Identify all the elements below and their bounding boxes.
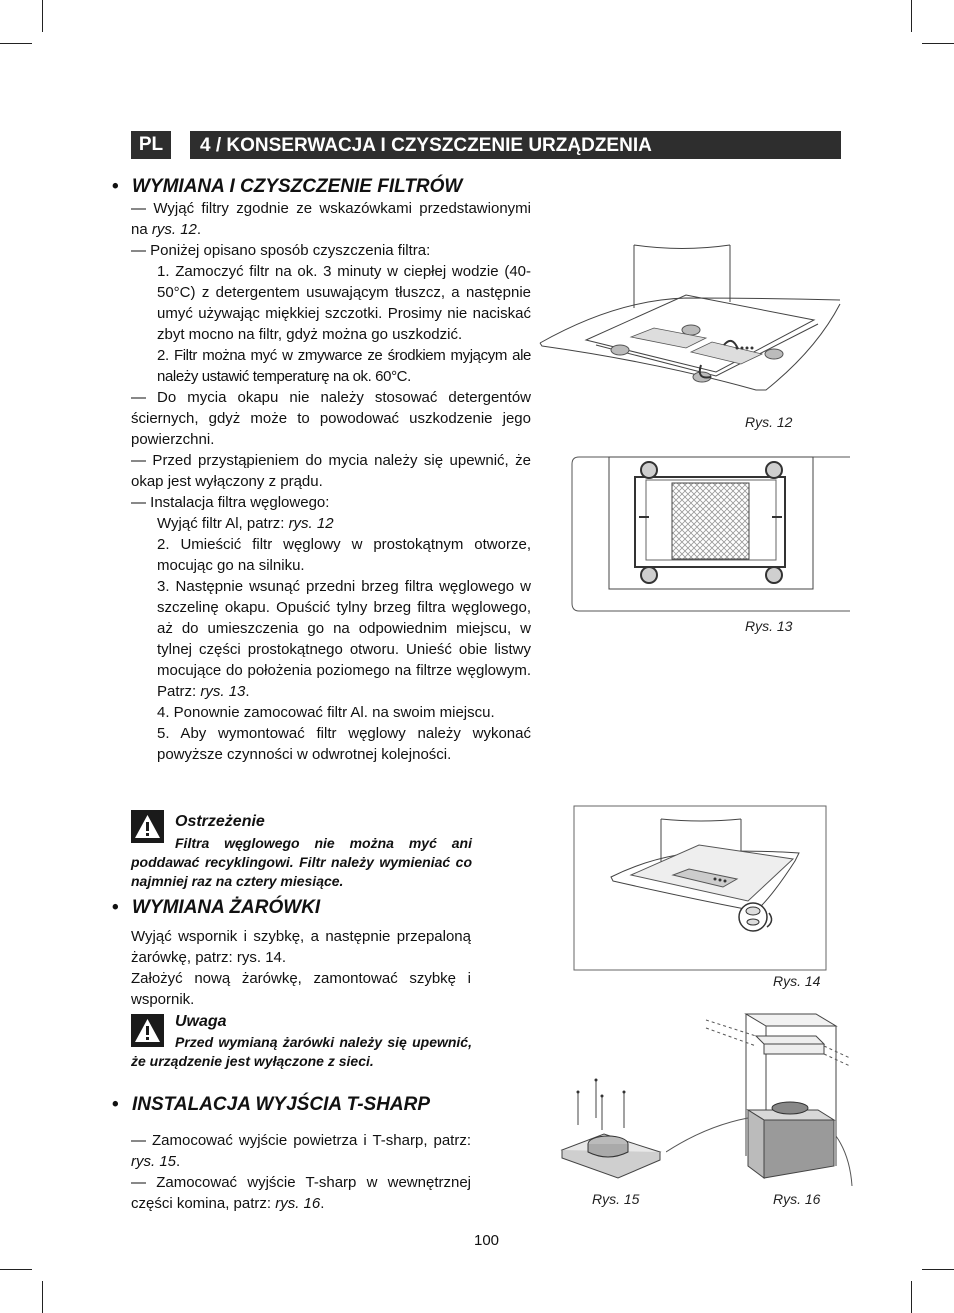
ref-rys12: rys. 12 bbox=[288, 515, 334, 532]
filters-p5: — Instalacja filtra węglowego: bbox=[131, 494, 330, 511]
bulb-text bbox=[131, 926, 471, 1010]
ref-rys12: rys. 12 bbox=[151, 221, 197, 238]
filters-p3: — Do mycia okapu nie należy stosować detergentów ściernych, gdyż może to powodować uszkodzenie jego powierzchni. bbox=[131, 389, 531, 448]
crop-mark bbox=[922, 1269, 954, 1270]
crop-mark bbox=[0, 1269, 32, 1270]
crop-mark bbox=[42, 1281, 43, 1313]
crop-mark bbox=[911, 1281, 912, 1313]
heading-tsharp: • INSTALACJA WYJŚCIA T-SHARP bbox=[112, 1094, 431, 1115]
ref-rys16: rys. 16 bbox=[275, 1195, 321, 1212]
language-badge: PL bbox=[131, 131, 171, 159]
tsharp-text bbox=[131, 1130, 471, 1214]
filters-p1: — Wyjąć filtry zgodnie ze wskazówkami przedstawionymi na bbox=[131, 200, 531, 238]
filters-p4: — Przed przystąpieniem do mycia należy się upewnić, że okap jest wyłączony z prądu. bbox=[131, 452, 531, 490]
bulb-p2: Założyć nową żarówkę, zamontować szybkę i wspornik. bbox=[131, 970, 471, 1008]
punct: . bbox=[320, 1195, 325, 1212]
carbon-step3: 3. Następnie wsunąć przedni brzeg filtra węglowego w szczelinę okapu. Opuścić tylny brzeg filtra węglowego, aż do umieszczenia go na odpowiednim miejscu, w tylnej części prostokątnego otworu. Unieść obie listwy mocujące do położenia poziomego na filtrze węglowym. Patrz: bbox=[157, 578, 531, 700]
warning-text: Filtra węglowego nie można myć ani poddawać recyklingowi. Filtr należy wymieniać co najmniej raz na cztery miesiące. bbox=[131, 835, 472, 889]
tsharp-p1: — Zamocować wyjście powietrza i T-sharp, patrz: bbox=[131, 1132, 471, 1149]
punct: . bbox=[176, 1153, 181, 1170]
carbon-step1: Wyjąć filtr Al, patrz: bbox=[157, 515, 289, 532]
heading-bulb-text: WYMIANA ŻARÓWKI bbox=[132, 897, 321, 918]
filters-step1: 1. Zamoczyć filtr na ok. 3 minuty w ciepłej wodzie (40-50°C) z detergentem usuwającym tłuszcz, a następnie umyć używając miękkiej szczotki. Prosimy nie naciskać zbyt mocno na filtr, gdyż można go uszkodzić. bbox=[157, 263, 531, 343]
heading-filters-text: WYMIANA I CZYSZCZENIE FILTRÓW bbox=[132, 176, 463, 197]
figure-rys12 bbox=[536, 240, 850, 410]
punct: . bbox=[245, 683, 250, 700]
heading-bulb: • WYMIANA ŻARÓWKI bbox=[112, 897, 321, 918]
carbon-step5: 5. Aby wymontować filtr węglowy należy wykonać powyższe czynności w odwrotnej kolejności. bbox=[157, 725, 531, 763]
page-number: 100 bbox=[474, 1232, 500, 1249]
filters-text bbox=[131, 198, 531, 765]
caption-rys16: Rys. 16 bbox=[773, 1191, 821, 1207]
figure-rys16 bbox=[666, 1006, 854, 1186]
carbon-step2: 2. Umieścić filtr węglowy w prostokątnym otworze, mocując go na silniku. bbox=[157, 536, 531, 574]
tsharp-p2: — Zamocować wyjście T-sharp w wewnętrznej części komina, patrz: bbox=[131, 1174, 471, 1212]
caption-rys13: Rys. 13 bbox=[745, 618, 793, 634]
heading-tsharp-text: INSTALACJA WYJŚCIA T-SHARP bbox=[132, 1094, 431, 1115]
ref-rys15: rys. 15 bbox=[131, 1153, 177, 1170]
ref-rys13: rys. 13 bbox=[200, 683, 246, 700]
crop-mark bbox=[42, 0, 43, 32]
figure-rys14 bbox=[573, 805, 827, 971]
crop-mark bbox=[0, 43, 32, 44]
crop-mark bbox=[911, 0, 912, 32]
crop-mark bbox=[922, 43, 954, 44]
bulb-p1: Wyjąć wspornik i szybkę, a następnie przepaloną żarówkę, patrz: rys. 14. bbox=[131, 928, 471, 966]
section-title: 4 / KONSERWACJA I CZYSZCZENIE URZĄDZENIA bbox=[190, 131, 841, 159]
filters-p2: — Poniżej opisano sposób czyszczenia filtra: bbox=[131, 242, 431, 259]
figure-rys15 bbox=[558, 1070, 664, 1182]
punct: . bbox=[196, 221, 202, 238]
heading-filters: • WYMIANA I CZYSZCZENIE FILTRÓW bbox=[112, 176, 463, 197]
caption-rys14: Rys. 14 bbox=[773, 973, 821, 989]
carbon-step4: 4. Ponownie zamocować filtr Al. na swoim miejscu. bbox=[157, 704, 495, 721]
filters-step2: 2. Filtr można myć w zmywarce ze środkiem myjącym ale należy ustawić temperaturę na ok. 60°C. bbox=[157, 347, 531, 385]
warning-text: Przed wymianą żarówki należy się upewnić, że urządzenie jest wyłączone z sieci. bbox=[131, 1034, 472, 1069]
caption-rys12: Rys. 12 bbox=[745, 414, 793, 430]
warning-title: Uwaga bbox=[175, 1013, 227, 1030]
figure-rys13 bbox=[571, 455, 850, 613]
caption-rys15: Rys. 15 bbox=[592, 1191, 640, 1207]
warning-title: Ostrzeżenie bbox=[175, 813, 265, 830]
